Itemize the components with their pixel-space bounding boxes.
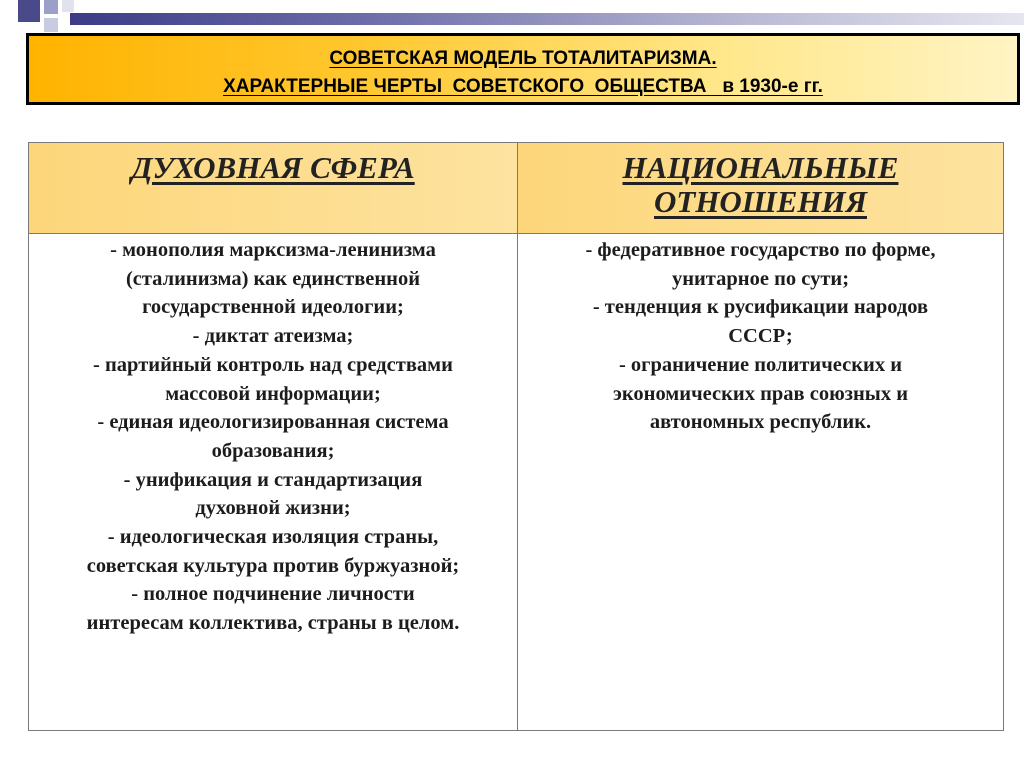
decor-square: [18, 0, 40, 22]
list-item: - тенденция к русификации народов: [592, 296, 929, 319]
slide-title-line-1: СОВЕТСКАЯ МОДЕЛЬ ТОТАЛИТАРИЗМА.: [329, 48, 717, 69]
list-item: государственной идеологии;: [142, 296, 404, 319]
list-item: массовой информации;: [165, 382, 381, 405]
column-spiritual-sphere: [29, 143, 518, 730]
slide-title-box: [26, 33, 1020, 105]
list-item: унитарное по сути;: [671, 267, 850, 290]
list-item: советская культура против буржуазной;: [86, 554, 460, 577]
slide-title-line-2-main: ХАРАКТЕРНЫЕ ЧЕРТЫ СОВЕТСКОГО ОБЩЕСТВА: [223, 76, 723, 97]
list-item: - единая идеологизированная система: [97, 411, 449, 434]
column-header: [518, 143, 1003, 234]
column-header-text: ОТНОШЕНИЯ: [654, 184, 867, 219]
list-item: - монополия марксизма-ленинизма: [110, 239, 436, 261]
list-item: - партийный контроль над средствами: [93, 353, 453, 376]
list-item: - ограничение политических и: [618, 353, 903, 376]
list-item: - идеологическая изоляция страны,: [107, 526, 439, 549]
slide-title-year: в 1930-е гг.: [722, 76, 823, 97]
list-item: - федеративное государство по форме,: [585, 239, 936, 261]
top-decoration: [0, 0, 1024, 30]
list-item: - унификация и стандартизация: [123, 468, 423, 491]
slide-title-line-2: [29, 73, 1017, 101]
column-header-text: НАЦИОНАЛЬНЫЕ: [622, 150, 899, 185]
list-item: образования;: [211, 439, 335, 462]
column-body: [518, 234, 1003, 437]
list-item: (сталинизма) как единственной: [125, 267, 421, 290]
list-item: экономических прав союзных и: [612, 382, 909, 405]
decor-square: [44, 0, 58, 14]
comparison-table: [28, 142, 1004, 731]
column-national-relations: [518, 143, 1003, 730]
decor-square: [44, 18, 58, 32]
decor-band: [70, 13, 1024, 25]
column-header-text: ДУХОВНАЯ СФЕРА: [131, 150, 415, 185]
list-item: духовной жизни;: [195, 497, 351, 520]
list-item: автономных республик.: [649, 411, 872, 434]
list-item: - полное подчинение личности: [131, 583, 415, 606]
list-item: интересам коллектива, страны в целом.: [86, 612, 460, 635]
column-header: [29, 143, 517, 234]
column-body: [29, 234, 517, 638]
list-item: СССР;: [728, 325, 793, 348]
decor-square: [62, 0, 74, 12]
list-item: - диктат атеизма;: [192, 325, 354, 348]
